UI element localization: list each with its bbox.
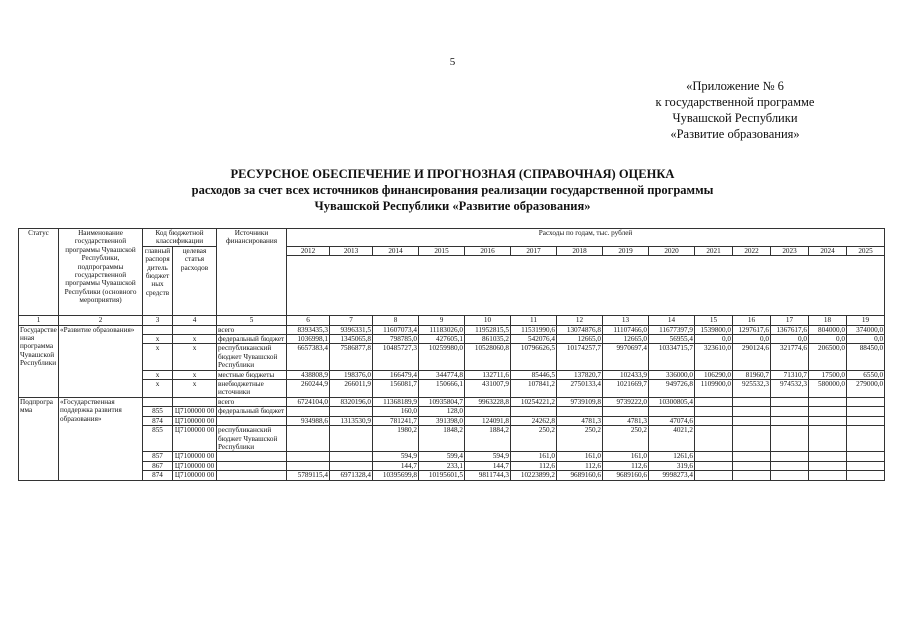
row-value — [330, 426, 373, 452]
row-value: 974532,3 — [771, 380, 809, 398]
row-value: 260244,9 — [287, 380, 330, 398]
row-value: 144,7 — [373, 461, 419, 470]
row-cs: x — [173, 335, 217, 344]
row-value: 861035,2 — [465, 335, 511, 344]
row-value — [695, 452, 733, 461]
row-value — [847, 416, 885, 425]
row-value: 102433,9 — [603, 370, 649, 379]
row-value: 925532,3 — [733, 380, 771, 398]
row-value: 9396331,5 — [330, 325, 373, 334]
row-value — [465, 407, 511, 416]
row-value: 12665,0 — [557, 335, 603, 344]
row-value — [847, 461, 885, 470]
row-source: федеральный бюджет — [217, 407, 287, 416]
row-value: 599,4 — [419, 452, 465, 461]
row-value: 250,2 — [511, 426, 557, 452]
row-value: 594,9 — [373, 452, 419, 461]
row-cs: Ц7100000 00 — [173, 426, 217, 452]
row-value — [809, 461, 847, 470]
row-value: 1848,2 — [419, 426, 465, 452]
row-gr — [143, 325, 173, 334]
row-value: 24262,8 — [511, 416, 557, 425]
row-value: 427605,1 — [419, 335, 465, 344]
row-value: 4021,2 — [649, 426, 695, 452]
row-source: всего — [217, 397, 287, 406]
row-cs: x — [173, 380, 217, 398]
column-number: 12 — [557, 316, 603, 325]
row-value: 336000,0 — [649, 370, 695, 379]
row-value — [649, 407, 695, 416]
row-value: 112,6 — [603, 461, 649, 470]
column-number: 15 — [695, 316, 733, 325]
row-value: 250,2 — [603, 426, 649, 452]
row-value: 7586877,8 — [330, 344, 373, 370]
row-value — [847, 407, 885, 416]
header-year: 2018 — [557, 246, 603, 255]
title-line: расходов за счет всех источников финансирования реализации государственной программы — [191, 183, 714, 197]
row-value: 374000,0 — [847, 325, 885, 334]
table-row — [19, 380, 885, 398]
row-status: Подпрограмма — [19, 397, 59, 480]
column-number: 7 — [330, 316, 373, 325]
row-value — [733, 452, 771, 461]
row-value — [330, 407, 373, 416]
row-value — [809, 407, 847, 416]
row-value: 781241,7 — [373, 416, 419, 425]
header-year: 2014 — [373, 246, 419, 255]
header-source: Источники финансирования — [217, 229, 287, 316]
row-cs: Ц7100000 00 — [173, 461, 217, 470]
row-value: 344774,8 — [419, 370, 465, 379]
row-value: 250,2 — [557, 426, 603, 452]
column-number: 10 — [465, 316, 511, 325]
row-value — [287, 461, 330, 470]
row-value — [809, 426, 847, 452]
row-source: республиканский бюджет Чувашской Республики — [217, 426, 287, 452]
row-value: 949726,8 — [649, 380, 695, 398]
column-number: 5 — [217, 316, 287, 325]
row-value: 319,6 — [649, 461, 695, 470]
row-value: 124091,8 — [465, 416, 511, 425]
row-value: 56955,4 — [649, 335, 695, 344]
row-value: 580000,0 — [809, 380, 847, 398]
row-value: 266011,9 — [330, 380, 373, 398]
column-number: 9 — [419, 316, 465, 325]
row-gr: 855 — [143, 407, 173, 416]
row-value: 9963228,8 — [465, 397, 511, 406]
row-value: 1297617,6 — [733, 325, 771, 334]
row-value — [771, 407, 809, 416]
row-value — [603, 407, 649, 416]
row-value: 279000,0 — [847, 380, 885, 398]
appendix-line: «Развитие образования» — [670, 127, 800, 141]
row-value — [809, 416, 847, 425]
row-name: «Развитие образования» — [59, 325, 143, 397]
row-value: 11952815,5 — [465, 325, 511, 334]
row-value — [733, 397, 771, 406]
row-value — [847, 426, 885, 452]
row-value — [809, 397, 847, 406]
row-value: 542076,4 — [511, 335, 557, 344]
header-gr: главный распорядитель бюджетных средств — [143, 246, 173, 315]
row-value: 1261,6 — [649, 452, 695, 461]
table-row — [19, 452, 885, 461]
row-value: 9689160,6 — [557, 471, 603, 480]
row-value: 10259980,0 — [419, 344, 465, 370]
row-value — [733, 461, 771, 470]
row-source — [217, 461, 287, 470]
table-row — [19, 335, 885, 344]
table-row — [19, 426, 885, 452]
row-value: 1021669,7 — [603, 380, 649, 398]
appendix-line: Чувашской Республики — [672, 111, 798, 125]
table-row — [19, 471, 885, 480]
row-value: 10223899,2 — [511, 471, 557, 480]
row-value — [557, 407, 603, 416]
row-value: 144,7 — [465, 461, 511, 470]
row-cs — [173, 325, 217, 334]
row-value: 233,1 — [419, 461, 465, 470]
row-value: 5789115,4 — [287, 471, 330, 480]
header-expenses: Расходы по годам, тыс. рублей — [287, 229, 885, 247]
row-value: 132711,6 — [465, 370, 511, 379]
row-value: 11107466,0 — [603, 325, 649, 334]
column-number: 8 — [373, 316, 419, 325]
header-year: 2023 — [771, 246, 809, 255]
row-name: «Государственная поддержка развития образования» — [59, 397, 143, 480]
row-value: 156081,7 — [373, 380, 419, 398]
row-gr: x — [143, 380, 173, 398]
row-value: 81960,7 — [733, 370, 771, 379]
row-gr: x — [143, 370, 173, 379]
row-value — [733, 426, 771, 452]
row-value: 10195601,5 — [419, 471, 465, 480]
row-value: 1109900,0 — [695, 380, 733, 398]
column-number: 3 — [143, 316, 173, 325]
row-value: 1980,2 — [373, 426, 419, 452]
row-gr: x — [143, 335, 173, 344]
row-value: 6550,0 — [847, 370, 885, 379]
row-value: 438808,9 — [287, 370, 330, 379]
header-budget-code: Код бюджетной классификации — [143, 229, 217, 247]
row-value: 391398,0 — [419, 416, 465, 425]
row-value — [733, 471, 771, 480]
row-value: 8393435,3 — [287, 325, 330, 334]
row-value: 160,0 — [373, 407, 419, 416]
document-title — [0, 166, 905, 214]
row-value — [771, 416, 809, 425]
row-value: 112,6 — [557, 461, 603, 470]
header-year: 2025 — [847, 246, 885, 255]
header-name: Наименование государственной программы Чувашской Республики, подпрограммы государственной программы Чувашской Республики (основного мероприятия) — [59, 229, 143, 316]
row-value: 128,0 — [419, 407, 465, 416]
header-year: 2019 — [603, 246, 649, 255]
table-row — [19, 407, 885, 416]
row-value: 8320196,0 — [330, 397, 373, 406]
row-cs: Ц7100000 00 — [173, 416, 217, 425]
row-value: 4781,3 — [603, 416, 649, 425]
row-value: 11183026,0 — [419, 325, 465, 334]
row-value — [330, 461, 373, 470]
row-value: 10528060,8 — [465, 344, 511, 370]
header-year: 2017 — [511, 246, 557, 255]
row-value — [287, 407, 330, 416]
row-cs: Ц7100000 00 — [173, 452, 217, 461]
row-value: 11677397,9 — [649, 325, 695, 334]
row-value: 11368189,9 — [373, 397, 419, 406]
row-gr: 855 — [143, 426, 173, 452]
row-source — [217, 452, 287, 461]
header-year: 2020 — [649, 246, 695, 255]
row-value: 10485727,3 — [373, 344, 419, 370]
row-cs: x — [173, 344, 217, 370]
row-value: 1036998,1 — [287, 335, 330, 344]
row-source: республиканский бюджет Чувашской Республики — [217, 344, 287, 370]
column-number: 13 — [603, 316, 649, 325]
row-value: 2750133,4 — [557, 380, 603, 398]
row-value: 10174257,7 — [557, 344, 603, 370]
row-value — [771, 461, 809, 470]
row-source: федеральный бюджет — [217, 335, 287, 344]
column-number: 19 — [847, 316, 885, 325]
page-number: 5 — [449, 56, 456, 68]
row-value: 6724104,0 — [287, 397, 330, 406]
row-cs: x — [173, 370, 217, 379]
row-value: 10796626,5 — [511, 344, 557, 370]
row-value: 0,0 — [847, 335, 885, 344]
row-value: 47074,6 — [649, 416, 695, 425]
row-value — [771, 397, 809, 406]
row-value: 107841,2 — [511, 380, 557, 398]
row-value: 1313530,9 — [330, 416, 373, 425]
header-year: 2012 — [287, 246, 330, 255]
row-value: 161,0 — [557, 452, 603, 461]
row-value: 10300805,4 — [649, 397, 695, 406]
row-value: 12665,0 — [603, 335, 649, 344]
row-value — [847, 397, 885, 406]
row-source — [217, 416, 287, 425]
row-value: 137820,7 — [557, 370, 603, 379]
row-value — [287, 426, 330, 452]
row-value: 198376,0 — [330, 370, 373, 379]
row-value: 9970697,4 — [603, 344, 649, 370]
row-value — [733, 416, 771, 425]
table-row — [19, 461, 885, 470]
row-value: 10935804,7 — [419, 397, 465, 406]
appendix-line: «Приложение № 6 — [686, 79, 784, 93]
row-value: 6971328,4 — [330, 471, 373, 480]
header-cs: целевая статья расходов — [173, 246, 217, 315]
row-value: 166479,4 — [373, 370, 419, 379]
row-cs: Ц7100000 00 — [173, 407, 217, 416]
row-value — [511, 407, 557, 416]
row-value — [771, 426, 809, 452]
row-value: 9998273,4 — [649, 471, 695, 480]
header-year: 2016 — [465, 246, 511, 255]
row-value — [847, 452, 885, 461]
row-value — [330, 452, 373, 461]
table-row — [19, 370, 885, 379]
row-value: 431007,9 — [465, 380, 511, 398]
column-number: 17 — [771, 316, 809, 325]
appendix-line: к государственной программе — [655, 95, 815, 109]
column-number: 14 — [649, 316, 695, 325]
row-value: 0,0 — [695, 335, 733, 344]
row-value: 1367617,6 — [771, 325, 809, 334]
table-row — [19, 344, 885, 370]
row-value: 13074876,8 — [557, 325, 603, 334]
row-value: 323610,0 — [695, 344, 733, 370]
table-row — [19, 397, 885, 406]
row-value: 934988,6 — [287, 416, 330, 425]
row-value: 17500,0 — [809, 370, 847, 379]
row-value: 321774,6 — [771, 344, 809, 370]
header-year: 2024 — [809, 246, 847, 255]
row-gr — [143, 397, 173, 406]
row-source: внебюджетные источники — [217, 380, 287, 398]
row-source: всего — [217, 325, 287, 334]
row-value: 10395699,8 — [373, 471, 419, 480]
row-value — [847, 471, 885, 480]
row-cs — [173, 397, 217, 406]
title-line: РЕСУРСНОЕ ОБЕСПЕЧЕНИЕ И ПРОГНОЗНАЯ (СПРАВОЧНАЯ) ОЦЕНКА — [230, 167, 675, 181]
row-value: 206500,0 — [809, 344, 847, 370]
row-gr: x — [143, 344, 173, 370]
table-row — [19, 325, 885, 334]
header-year: 2022 — [733, 246, 771, 255]
row-gr: 867 — [143, 461, 173, 470]
row-value: 106290,0 — [695, 370, 733, 379]
row-value: 1539800,0 — [695, 325, 733, 334]
row-value — [809, 452, 847, 461]
row-cs: Ц7100000 00 — [173, 471, 217, 480]
row-value: 1884,2 — [465, 426, 511, 452]
row-value — [695, 471, 733, 480]
title-line: Чувашской Республики «Развитие образования» — [314, 199, 591, 213]
header-status: Статус — [19, 229, 59, 316]
row-value: 1345065,8 — [330, 335, 373, 344]
row-value: 71310,7 — [771, 370, 809, 379]
row-value: 290124,6 — [733, 344, 771, 370]
row-gr: 874 — [143, 416, 173, 425]
row-value — [733, 407, 771, 416]
column-number: 4 — [173, 316, 217, 325]
table-row — [19, 416, 885, 425]
row-value: 804000,0 — [809, 325, 847, 334]
row-status: Государственная программа Чувашской Республики — [19, 325, 59, 397]
row-gr: 857 — [143, 452, 173, 461]
row-value: 0,0 — [733, 335, 771, 344]
row-value — [695, 416, 733, 425]
header-year: 2015 — [419, 246, 465, 255]
row-value: 9689160,6 — [603, 471, 649, 480]
row-source — [217, 471, 287, 480]
appendix-note — [620, 78, 850, 142]
row-value — [287, 452, 330, 461]
row-value: 9811744,3 — [465, 471, 511, 480]
column-number: 11 — [511, 316, 557, 325]
row-value: 798785,0 — [373, 335, 419, 344]
row-gr: 874 — [143, 471, 173, 480]
row-value — [695, 407, 733, 416]
row-value: 594,9 — [465, 452, 511, 461]
row-value: 4781,3 — [557, 416, 603, 425]
column-number: 16 — [733, 316, 771, 325]
row-value: 9739222,0 — [603, 397, 649, 406]
row-value: 10254221,2 — [511, 397, 557, 406]
row-value — [695, 461, 733, 470]
row-value — [809, 471, 847, 480]
row-value: 161,0 — [603, 452, 649, 461]
row-value: 88450,0 — [847, 344, 885, 370]
row-value: 10334715,7 — [649, 344, 695, 370]
header-year: 2021 — [695, 246, 733, 255]
row-value: 0,0 — [809, 335, 847, 344]
row-value: 11607073,4 — [373, 325, 419, 334]
row-value: 6657383,4 — [287, 344, 330, 370]
row-value: 9739109,8 — [557, 397, 603, 406]
resources-table — [18, 228, 885, 481]
row-value: 150666,1 — [419, 380, 465, 398]
column-number: 6 — [287, 316, 330, 325]
row-value: 85446,5 — [511, 370, 557, 379]
column-number: 1 — [19, 316, 59, 325]
row-source: местные бюджеты — [217, 370, 287, 379]
row-value: 11531990,6 — [511, 325, 557, 334]
header-year: 2013 — [330, 246, 373, 255]
column-number: 18 — [809, 316, 847, 325]
column-number: 2 — [59, 316, 143, 325]
row-value — [771, 452, 809, 461]
row-value: 112,6 — [511, 461, 557, 470]
row-value — [695, 397, 733, 406]
row-value: 161,0 — [511, 452, 557, 461]
row-value — [695, 426, 733, 452]
row-value — [771, 471, 809, 480]
row-value: 0,0 — [771, 335, 809, 344]
